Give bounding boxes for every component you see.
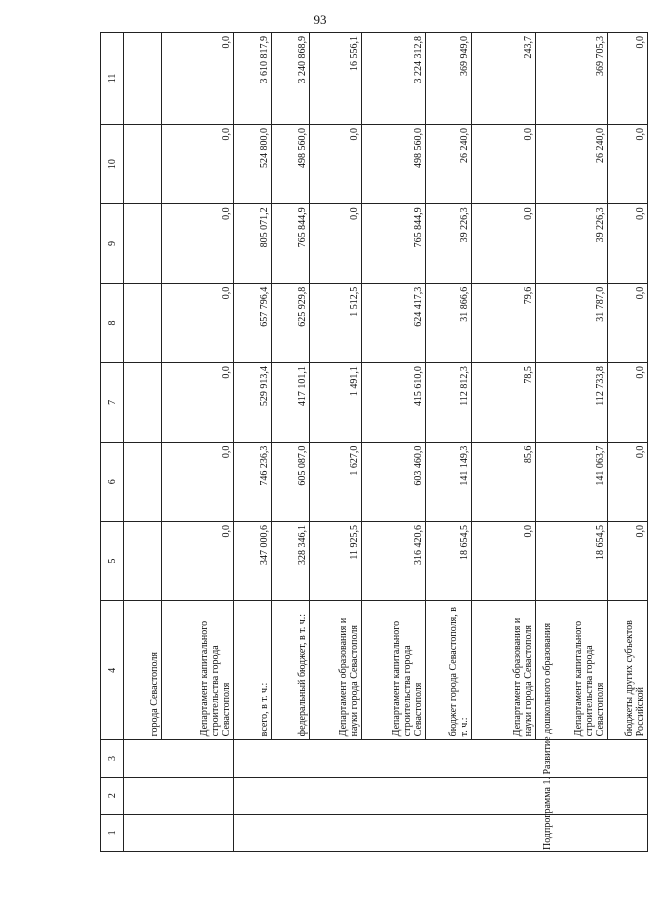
header-cell: 3	[101, 740, 124, 777]
rotated-table-container	[100, 32, 646, 852]
value-cell: 0,0	[310, 124, 362, 203]
value-cell: 0,0	[472, 521, 536, 600]
value-cell: 112 812,3	[426, 363, 472, 442]
value-cell: 0,0	[472, 204, 536, 283]
header-cell: 9	[101, 204, 124, 283]
table-row	[162, 33, 234, 852]
subprogram-title: Подпрограмма 1. Развитие дошкольного образования	[542, 622, 553, 850]
header-cell: 7	[101, 363, 124, 442]
value-cell: 603 460,0	[362, 442, 426, 521]
value-cell: 369 949,0	[426, 33, 472, 125]
value-cell: 26 240,0	[536, 124, 608, 203]
empty-cell	[234, 814, 648, 851]
value-cell: 0,0	[162, 33, 234, 125]
row-label: всего, в т. ч.:	[234, 601, 272, 740]
header-cell: 6	[101, 442, 124, 521]
value-cell: 0,0	[162, 442, 234, 521]
page-number: 93	[313, 12, 327, 27]
header-cell: 10	[101, 124, 124, 203]
subprogram-cell	[234, 740, 648, 777]
value-cell: 16 556,1	[310, 33, 362, 125]
value-cell: 0,0	[608, 204, 648, 283]
empty-cell	[124, 814, 234, 851]
row-label: бюджет города Севастополя, в т. ч.:	[426, 601, 472, 740]
value-cell: 0,0	[162, 283, 234, 362]
table-row	[472, 33, 536, 852]
value-cell: 3 610 817,9	[234, 33, 272, 125]
value-cell: 0,0	[608, 124, 648, 203]
value-cell: 85,6	[472, 442, 536, 521]
value-cell: 18 654,5	[536, 521, 608, 600]
subprogram-cell	[124, 740, 234, 777]
value-cell: 0,0	[608, 33, 648, 125]
value-cell: 417 101,1	[272, 363, 310, 442]
rotated-table	[100, 32, 646, 852]
value-cell: 39 226,3	[426, 204, 472, 283]
value-cell: 316 420,6	[362, 521, 426, 600]
value-cell: 0,0	[162, 204, 234, 283]
row-label: Департамент капитального строительства города Севастополя	[162, 601, 234, 740]
value-cell	[124, 124, 162, 203]
value-cell: 0,0	[608, 283, 648, 362]
value-cell: 0,0	[608, 521, 648, 600]
value-cell: 141 063,7	[536, 442, 608, 521]
value-cell: 0,0	[310, 204, 362, 283]
empty-cell	[234, 777, 648, 814]
value-cell: 805 071,2	[234, 204, 272, 283]
row-label: федеральный бюджет, в т. ч.:	[272, 601, 310, 740]
value-cell: 18 654,5	[426, 521, 472, 600]
header-cell: 1	[101, 814, 124, 851]
value-cell: 39 226,3	[536, 204, 608, 283]
value-cell: 31 866,6	[426, 283, 472, 362]
value-cell: 0,0	[162, 124, 234, 203]
value-cell: 243,7	[472, 33, 536, 125]
value-cell: 141 149,3	[426, 442, 472, 521]
value-cell: 31 787,0	[536, 283, 608, 362]
value-cell: 0,0	[472, 124, 536, 203]
value-cell: 498 560,0	[272, 124, 310, 203]
value-cell: 3 240 868,9	[272, 33, 310, 125]
value-cell	[124, 283, 162, 362]
value-cell: 415 610,0	[362, 363, 426, 442]
row-label: Департамент образования и науки города Севастополя	[310, 601, 362, 740]
value-cell: 1 491,1	[310, 363, 362, 442]
value-cell: 26 240,0	[426, 124, 472, 203]
value-cell: 347 000,6	[234, 521, 272, 600]
value-cell: 746 236,3	[234, 442, 272, 521]
value-cell: 624 417,3	[362, 283, 426, 362]
table-row	[608, 33, 648, 852]
value-cell: 328 346,1	[272, 521, 310, 600]
value-cell: 369 705,3	[536, 33, 608, 125]
value-cell: 529 913,4	[234, 363, 272, 442]
header-cell: 4	[101, 601, 124, 740]
row-label: города Севастополя	[124, 601, 162, 740]
table-row	[426, 33, 472, 852]
header-cell: 8	[101, 283, 124, 362]
header-row	[101, 33, 124, 852]
table-row	[124, 33, 162, 852]
value-cell: 0,0	[608, 363, 648, 442]
table-row	[310, 33, 362, 852]
value-cell	[124, 204, 162, 283]
value-cell	[124, 33, 162, 125]
value-cell: 625 929,8	[272, 283, 310, 362]
table-row	[272, 33, 310, 852]
value-cell: 765 844,9	[362, 204, 426, 283]
value-cell: 657 796,4	[234, 283, 272, 362]
value-cell: 11 925,5	[310, 521, 362, 600]
table-row	[234, 33, 272, 852]
value-cell: 3 224 312,8	[362, 33, 426, 125]
value-cell: 765 844,9	[272, 204, 310, 283]
row-label: Департамент капитального строительства города Севастополя	[536, 601, 608, 740]
value-cell: 112 733,8	[536, 363, 608, 442]
value-cell: 524 800,0	[234, 124, 272, 203]
value-cell: 605 087,0	[272, 442, 310, 521]
value-cell: 78,5	[472, 363, 536, 442]
value-cell: 0,0	[608, 442, 648, 521]
table-row	[362, 33, 426, 852]
value-cell: 1 512,5	[310, 283, 362, 362]
value-cell: 498 560,0	[362, 124, 426, 203]
value-cell: 1 627,0	[310, 442, 362, 521]
budget-table	[100, 32, 648, 852]
value-cell	[124, 521, 162, 600]
header-cell: 5	[101, 521, 124, 600]
empty-cell	[124, 777, 234, 814]
header-cell: 2	[101, 777, 124, 814]
row-label: бюджеты других субъектов Российской	[608, 601, 648, 740]
header-cell: 11	[101, 33, 124, 125]
value-cell	[124, 363, 162, 442]
row-label: Департамент образования и науки города Севастополя	[472, 601, 536, 740]
value-cell	[124, 442, 162, 521]
value-cell: 0,0	[162, 521, 234, 600]
value-cell: 0,0	[162, 363, 234, 442]
value-cell: 79,6	[472, 283, 536, 362]
row-label: Департамент капитального строительства города Севастополя	[362, 601, 426, 740]
